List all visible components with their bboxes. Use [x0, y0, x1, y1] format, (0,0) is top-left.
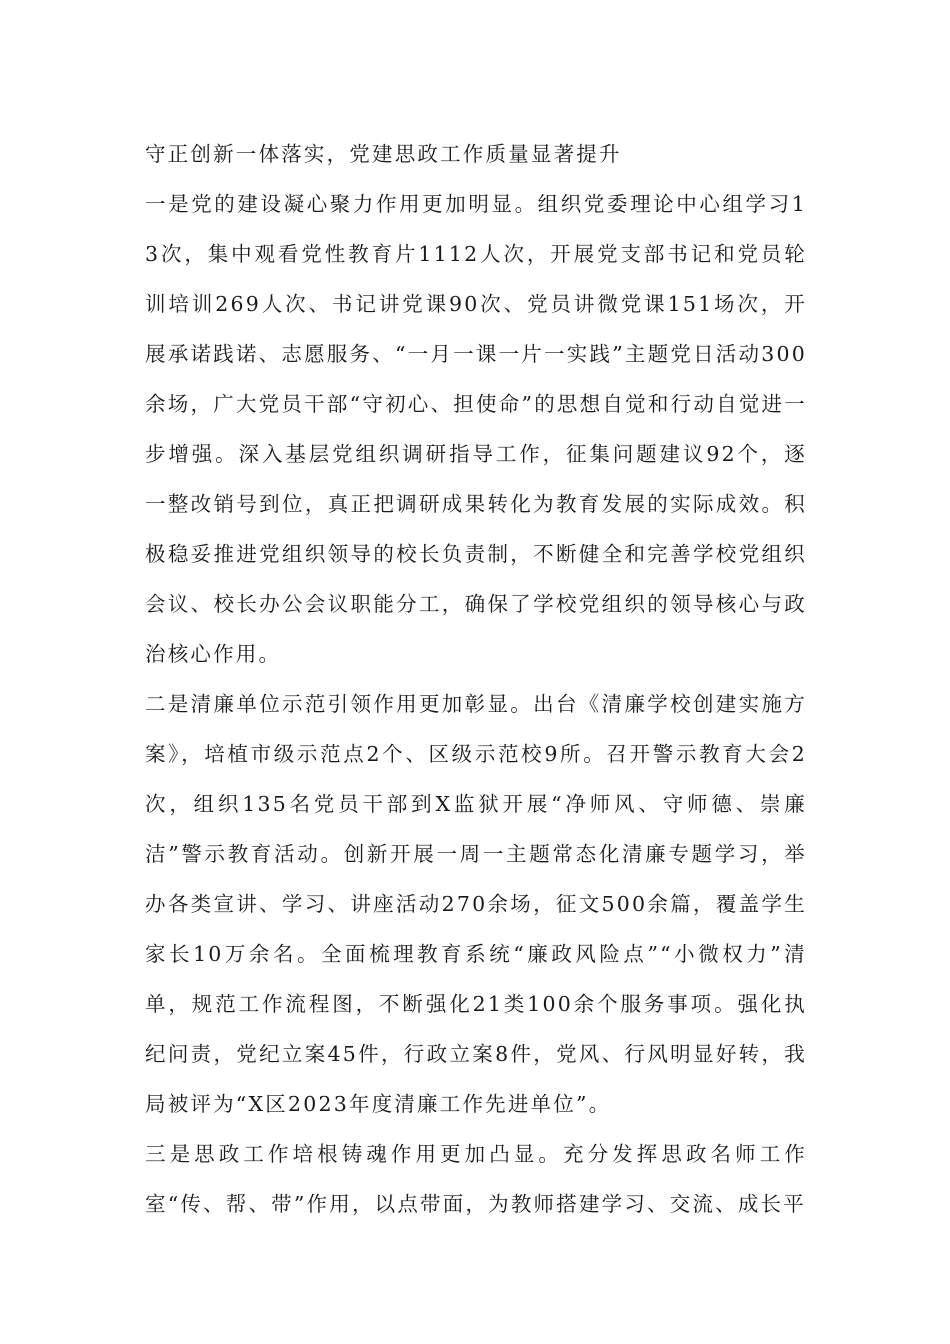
section-heading: 守正创新一体落实，党建思政工作质量显著提升 — [145, 142, 622, 166]
paragraph-party-building: 一是党的建设凝心聚力作用更加明显。组织党委理论中心组学习13次，集中观看党性教育片1112人次，开展党支部书记和党员轮训培训269人次、书记讲党课90次、党员讲微党课151场次，开展承诺践诺、志愿服务、“一月一课一片一实践”主题党日活动300余场，广大党员干部“守初心、担使命”的思想自觉和行动自觉进一步增强。深入基层党组织调研指导工作，征集问题建议92个，逐一整改销号到位，真正把调研成果转化为教育发展的实际成效。积极稳妥推进党组织领导的校长负责制，不断健全和完善学校党组织会议、校长办公会议职能分工，确保了学校党组织的领导核心与政治核心作用。 — [145, 192, 807, 666]
paragraph-ideological-work: 三是思政工作培根铸魂作用更加凸显。充分发挥思政名师工作室“传、帮、带”作用，以点带面，为教师搭建学习、交流、成长平 — [145, 1142, 807, 1216]
paragraph-clean-government: 二是清廉单位示范引领作用更加彰显。出台《清廉学校创建实施方案》，培植市级示范点2个、区级示范校9所。召开警示教育大会2次，组织135名党员干部到X监狱开展“净师风、守师德、崇廉洁”警示教育活动。创新开展一周一主题常态化清廉专题学习，举办各类宣讲、学习、讲座活动270余场，征文500余篇，覆盖学生家长10万余名。全面梳理教育系统“廉政风险点”“小微权力”清单，规范工作流程图，不断强化21类100余个服务事项。强化执纪问责，党纪立案45件，行政立案8件，党风、行风明显好转，我局被评为“X区2023年度清廉工作先进单位”。 — [145, 692, 807, 1116]
document-body — [145, 129, 807, 1229]
